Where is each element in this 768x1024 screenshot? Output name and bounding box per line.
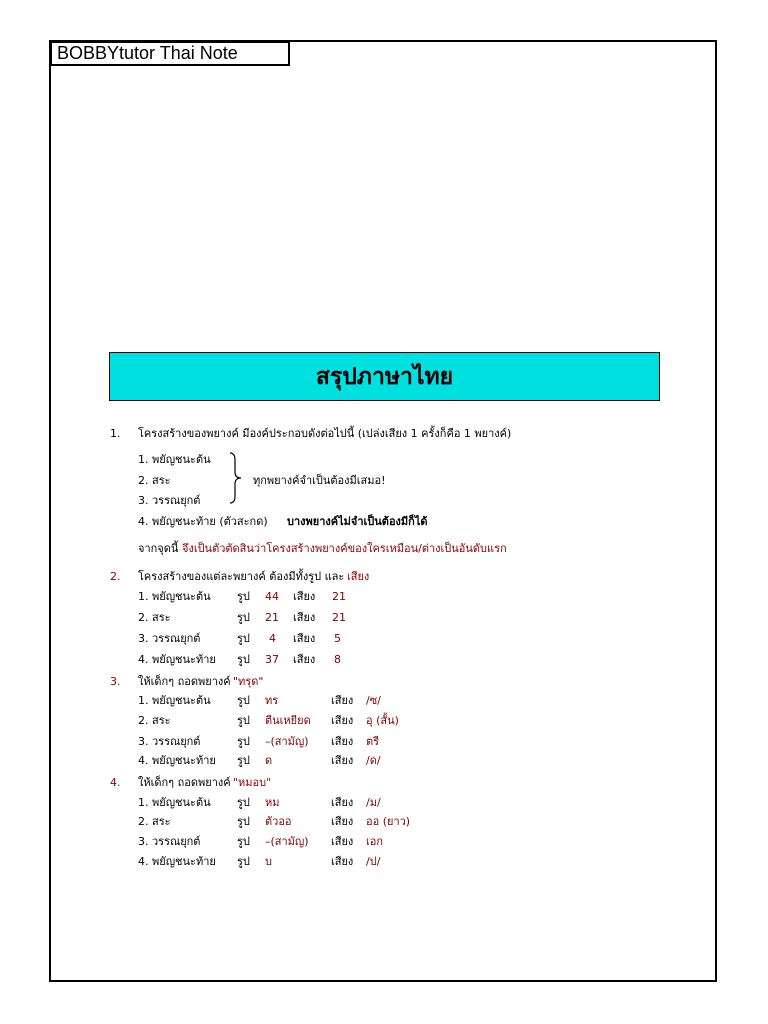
section3-heading: ให้เด็กๆ ถอดพยางค์ — [138, 675, 231, 688]
s2-row1-count: 44 — [265, 590, 279, 603]
s2-row1-sound: 21 — [332, 590, 346, 603]
section3-number: 3. — [110, 675, 121, 688]
s4-row3-sound: เอก — [366, 835, 384, 848]
s4-row2-siang: เสียง — [331, 815, 354, 828]
s3-row3-rup: รูป — [237, 735, 250, 748]
s4-row2-sound: ออ (ยาว) — [366, 815, 411, 828]
curly-brace-icon — [229, 452, 243, 504]
s3-row3-siang: เสียง — [331, 735, 354, 748]
section1-number: 1. — [110, 427, 121, 440]
section4-word: "หมอบ" — [233, 776, 272, 789]
s3-row1-siang: เสียง — [331, 694, 354, 707]
s4-row1-label: 1. พยัญชนะต้น — [138, 796, 211, 809]
s2-row3-rup: รูป — [237, 632, 250, 645]
section1-conclusion: จึงเป็นตัวตัดสินว่าโครงสร้างพยางค์ของใครเหมือน/ต่างเป็นอันดับแรก — [182, 542, 507, 555]
s4-row3-rup: รูป — [237, 835, 250, 848]
section1-item-4: 4. พยัญชนะท้าย (ตัวสะกด) — [138, 515, 268, 528]
s3-row2-siang: เสียง — [331, 714, 354, 727]
s3-row1-label: 1. พยัญชนะต้น — [138, 694, 211, 707]
s4-row2-label: 2. สระ — [138, 815, 171, 828]
s4-row4-label: 4. พยัญชนะท้าย — [138, 855, 216, 868]
s3-row1-form: ทร — [265, 694, 279, 707]
s3-row4-siang: เสียง — [331, 754, 354, 767]
s4-row4-sound: /ป/ — [366, 855, 381, 868]
s4-row3-label: 3. วรรณยุกต์ — [138, 835, 201, 848]
s4-row1-siang: เสียง — [331, 796, 354, 809]
s2-row2-label: 2. สระ — [138, 611, 171, 624]
s3-row2-sound: อุ (สั้น) — [366, 714, 399, 727]
s3-row3-sound: ตรี — [366, 735, 380, 748]
s3-row2-label: 2. สระ — [138, 714, 171, 727]
s4-row1-sound: /ม/ — [366, 796, 381, 809]
s3-row4-rup: รูป — [237, 754, 250, 767]
s2-row3-count: 4 — [269, 632, 276, 645]
s2-row2-rup: รูป — [237, 611, 250, 624]
section4-number: 4. — [110, 776, 121, 789]
s4-row1-form: หม — [265, 796, 280, 809]
s3-row3-label: 3. วรรณยุกต์ — [138, 735, 201, 748]
s4-row4-form: บ — [265, 855, 272, 868]
section1-heading: โครงสร้างของพยางค์ มีองค์ประกอบดังต่อไปนี้ (เปล่งเสียง 1 ครั้งก็คือ 1 พยางค์) — [138, 427, 512, 440]
s2-row1-siang: เสียง — [293, 590, 316, 603]
section1-item4-note: บางพยางค์ไม่จำเป็นต้องมีก็ได้ — [287, 515, 428, 528]
section2-number: 2. — [110, 570, 121, 583]
s3-row4-form: ด — [265, 754, 273, 767]
s2-row2-siang: เสียง — [293, 611, 316, 624]
s4-row4-siang: เสียง — [331, 855, 354, 868]
s2-row4-rup: รูป — [237, 653, 250, 666]
s3-row4-label: 4. พยัญชนะท้าย — [138, 754, 216, 767]
s2-row3-sound: 5 — [334, 632, 341, 645]
section1-item-2: 2. สระ — [138, 474, 171, 487]
s4-row2-form: ตัวออ — [265, 815, 292, 828]
s3-row1-rup: รูป — [237, 694, 250, 707]
section2-heading-emph: เสียง — [347, 570, 370, 583]
s2-row4-label: 4. พยัญชนะท้าย — [138, 653, 216, 666]
s2-row1-rup: รูป — [237, 590, 250, 603]
s4-row2-rup: รูป — [237, 815, 250, 828]
s2-row4-count: 37 — [265, 653, 279, 666]
s3-row4-sound: /ด/ — [366, 754, 381, 767]
s2-row4-sound: 8 — [334, 653, 341, 666]
s2-row2-count: 21 — [265, 611, 279, 624]
s4-row3-form: –(สามัญ) — [265, 835, 309, 848]
s2-row4-siang: เสียง — [293, 653, 316, 666]
s3-row2-rup: รูป — [237, 714, 250, 727]
section3-word: "ทรุด" — [233, 675, 264, 688]
s2-row3-siang: เสียง — [293, 632, 316, 645]
s4-row1-rup: รูป — [237, 796, 250, 809]
s2-row3-label: 3. วรรณยุกต์ — [138, 632, 201, 645]
section1-brace-note: ทุกพยางค์จำเป็นต้องมีเสมอ! — [253, 474, 386, 487]
page-title: สรุปภาษาไทย — [109, 352, 660, 401]
section1-conclusion-prefix: จากจุดนี้ — [138, 542, 179, 555]
section2-heading: โครงสร้างของแต่ละพยางค์ ต้องมีทั้งรูป และ — [138, 570, 345, 583]
s3-row1-sound: /ซ/ — [366, 694, 381, 707]
s3-row3-form: –(สามัญ) — [265, 735, 309, 748]
s4-row4-rup: รูป — [237, 855, 250, 868]
s2-row2-sound: 21 — [332, 611, 346, 624]
s4-row3-siang: เสียง — [331, 835, 354, 848]
section4-heading: ให้เด็กๆ ถอดพยางค์ — [138, 776, 231, 789]
section1-item-3: 3. วรรณยุกต์ — [138, 494, 201, 507]
header-label: BOBBYtutor Thai Note — [50, 41, 290, 66]
s3-row2-form: ตีนเหยียด — [265, 714, 311, 727]
section1-item-1: 1. พยัญชนะต้น — [138, 453, 211, 466]
s2-row1-label: 1. พยัญชนะต้น — [138, 590, 211, 603]
